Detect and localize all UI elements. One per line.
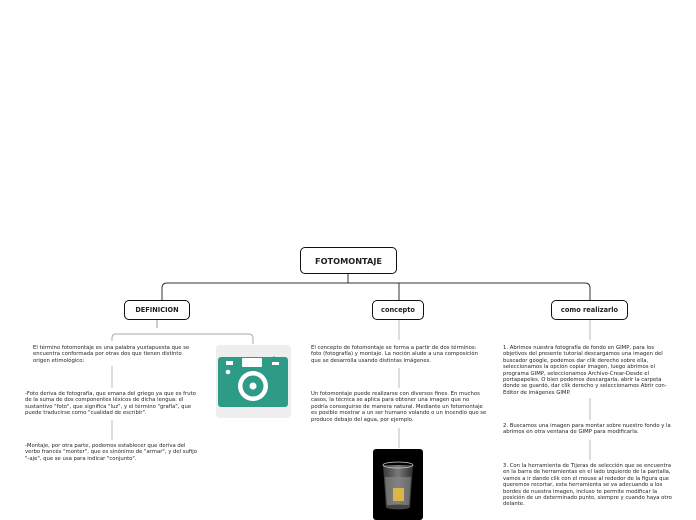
camera-image [216,345,291,418]
branch-como-realizarlo[interactable]: como realizarlo [551,300,628,320]
definicion-text-3: -Montaje, por otra parte, podemos establecer que deriva del verbo francés "monter", que es sinónimo de "armar", y del sufijo "-aje", que se usa para indicar "conjunto". [25,443,197,462]
realizar-step-1: 1. Abrimos nuestra fotografía de fondo en GIMP, para los objetivos del presente tutorial descargamos una imagen del buscador google, podemos dar clik derecho sobre ella, seleccionamos la opción copiar imagen, luego abrimos el programa GIMP, seleccionamos Archivo-Crear-Desde el portapapeles. O bien podemos descargarla, abrir la carpeta donde se guardó, dar clik derecho y seleccionamos Abrir con-Editor de imágenes GIMP. [503,345,667,396]
branch-definicion[interactable]: DEFINICION [124,300,190,320]
concepto-text-1: El concepto de fotomontaje se forma a partir de dos términos: foto (fotografía) y montaje. La noción alude a una composición que se desarrolla usando distintas imágenes. [311,345,478,364]
camera-icon [216,345,291,418]
concepto-text-2: Un fotomontaje puede realizarse con diversos fines. En muchos casos, la técnica se aplica para obtener una imagen que no podría conseguirse de manera natural. Mediante un fotomontaje es posible mostrar a un ser humano volando o un incendio que se produce debajo del agua, por ejemplo. [311,391,487,423]
realizar-step-3: 3. Con la herramienta de Tijeras de selección que se encuentra en la barra de herramientas en el lado izquierdo de la pantalla, vamos a ir dando clik con el mouse al rededor de la figura que queremos recortar, esta herramienta se va adecuando a los bordes de nuestra imagen, incluso te permite modificar la posición de un determinado punto, siempre y cuando haya otro delante. [503,463,672,508]
definicion-text-1: El término fotomontaje es una palabra yuxtapuesta que se encuentra conformada por otras dos que tienen distinto origen etimológico: [33,345,190,364]
definicion-text-2: -Foto deriva de fotografía, que emana del griego ya que es fruto de la suma de dos componentes léxicos de dicha lengua: el sustantivo "foto", que significa "luz", y el término "grafía", que puede traducirse como "cualidad de escribir". [25,391,196,417]
realizar-step-2: 2. Buscamos una imagen para montar sobre nuestro fondo y la abrimos en otra ventana de GIMP para modificarla. [503,423,671,436]
branch-concepto[interactable]: concepto [372,300,424,320]
glass-photo [373,449,423,520]
glass-photo-icon [373,449,423,520]
root-node[interactable]: FOTOMONTAJE [300,247,397,274]
